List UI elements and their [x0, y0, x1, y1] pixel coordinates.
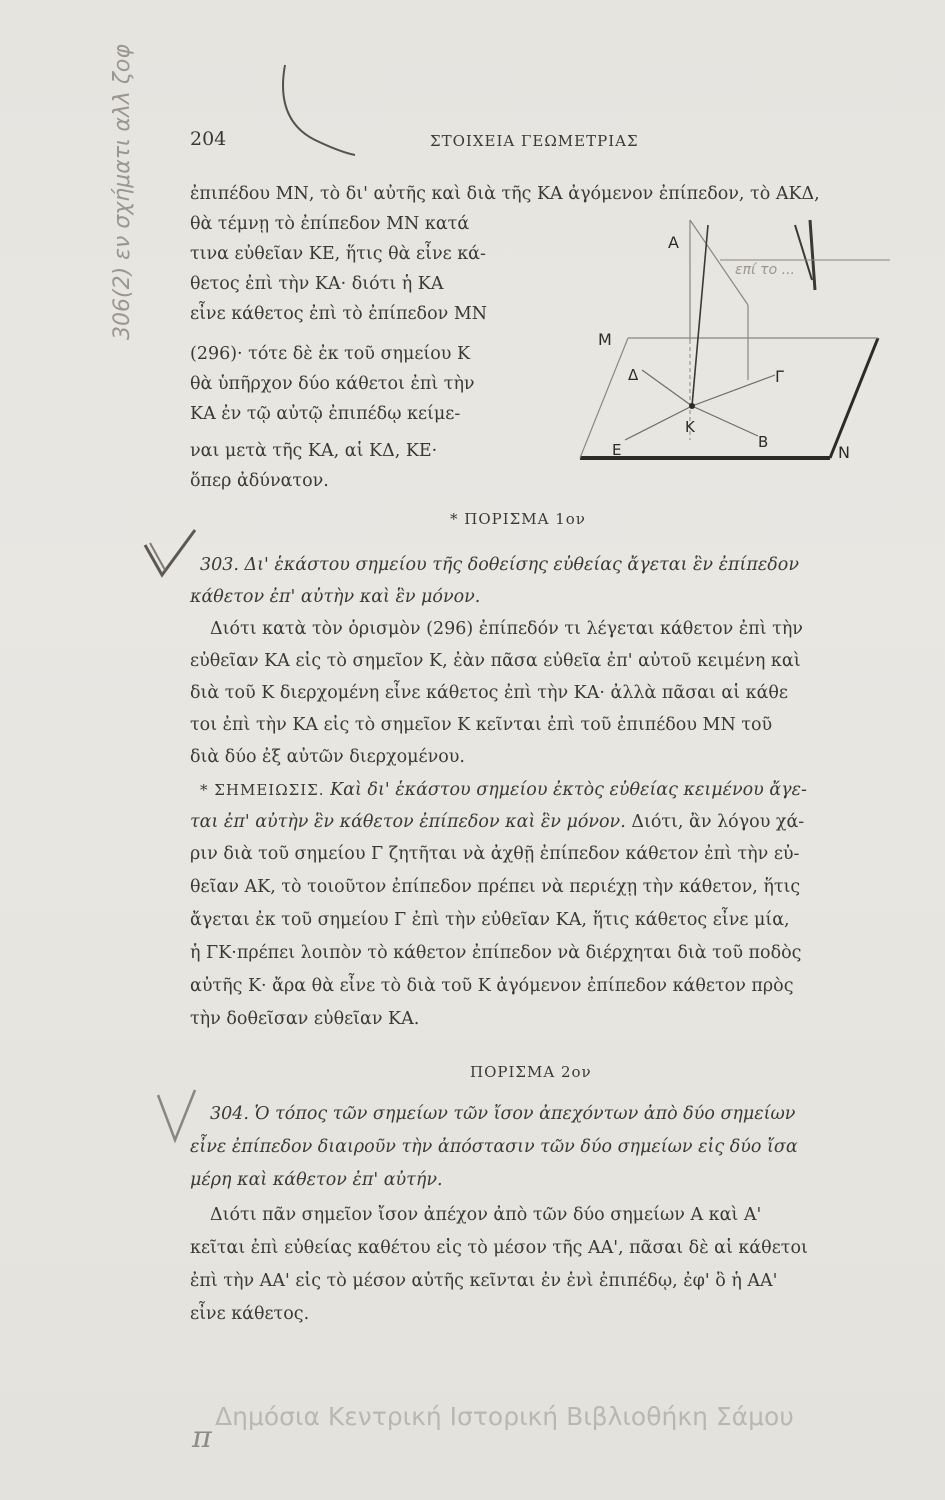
semeiosis-second-line	[190, 811, 804, 833]
text-line: θεῖαν ΑΚ, τὸ τοιοῦτον ἐπίπεδον πρέπει νὰ περιέχῃ τὴν κάθετον, ἥτις	[190, 877, 801, 897]
text-line: 304. Ὁ τόπος τῶν σημείων τῶν ἴσον ἀπεχόντων ἀπὸ δύο σημείων	[210, 1104, 796, 1124]
text-line: εἶνε κάθετος.	[190, 1304, 310, 1324]
segment-KD	[642, 370, 692, 406]
text-line: ἄγεται ἐκ τοῦ σημείου Γ ἐπὶ τὴν εὐθεῖαν ΚΑ, ἥτις κάθετος εἶνε μία,	[190, 910, 790, 930]
text-line: ΚΑ ἐν τῷ αὐτῷ ἐπιπέδῳ κείμε-	[190, 404, 461, 424]
label-D: Δ	[628, 366, 639, 384]
text-line: μέρη καὶ κάθετον ἐπ' αὐτήν.	[190, 1170, 443, 1190]
running-title: ΣΤΟΙΧΕΙΑ ΓΕΩΜΕΤΡΙΑΣ	[430, 132, 639, 150]
label-A: A	[668, 233, 679, 252]
label-K: K	[685, 418, 695, 436]
text-line: 303. Δι' ἑκάστου σημείου τῆς δοθείσης εὐθείας ἄγεται ἓν ἐπίπεδον	[200, 555, 799, 575]
semeiosis-proof-start: Διότι, ἂν λόγου χά-	[631, 812, 805, 832]
text-line: ριν διὰ τοῦ σημείου Γ ζητῆται νὰ ἀχθῇ ἐπίπεδον κάθετον ἐπὶ τὴν εὐ-	[190, 844, 800, 864]
segment-KG	[692, 375, 775, 406]
text-line: ὅπερ ἀδύνατον.	[190, 471, 329, 491]
label-N: N	[838, 443, 850, 462]
text-line: κεῖται ἐπὶ εὐθείας καθέτου εἰς τὸ μέσον τῆς ΑΑ', πᾶσαι δὲ αἱ κάθετοι	[190, 1238, 808, 1258]
text-line: τινα εὐθεῖαν ΚΕ, ἥτις θὰ εἶνε κά-	[190, 244, 486, 264]
segment-KB	[692, 406, 758, 436]
text-line: αὐτῆς Κ· ἄρα θὰ εἶνε τὸ διὰ τοῦ Κ ἀγόμενον ἐπίπεδον κάθετον πρὸς	[190, 976, 794, 996]
text-line: κάθετον ἐπ' αὐτὴν καὶ ἓν μόνον.	[190, 587, 481, 607]
page-number: 204	[190, 128, 227, 150]
page-mark: π	[192, 1420, 212, 1455]
text-line: τὴν δοθεῖσαν εὐθεῖαν ΚΑ.	[190, 1009, 420, 1029]
text-line: εὐθεῖαν ΚΑ εἰς τὸ σημεῖον Κ, ἐὰν πᾶσα εὐθεῖα ἐπ' αὐτοῦ κειμένη καὶ	[190, 651, 801, 671]
text-line: εἶνε ἐπίπεδον διαιροῦν τὴν ἀπόστασιν τῶν δύο σημείων εἰς δύο ἴσα	[190, 1137, 798, 1157]
text-line: ἐπιπέδου ΜΝ, τὸ δι' αὐτῆς καὶ διὰ τῆς ΚΑ ἀγόμενον ἐπίπεδον, τὸ ΑΚΔ,	[190, 184, 820, 204]
semeiosis-label: * ΣΗΜΕΙΩΣΙΣ.	[200, 781, 325, 799]
label-M: M	[598, 330, 612, 349]
plane-left-edge	[580, 338, 628, 458]
segment-KA	[692, 225, 708, 406]
margin-note-vertical: 306(2) εν σχήματι αλλ ζοφ	[110, 44, 135, 340]
margin-note-top-right: επί το ...	[735, 262, 795, 278]
semeiosis-statement: Καὶ δι' ἑκάστου σημείου ἐκτὸς εὐθείας κειμένου ἄγε-	[330, 780, 807, 800]
porisma-1-heading: * ΠΟΡΙΣΜΑ 1ον	[450, 510, 586, 528]
label-G: Γ	[775, 367, 784, 386]
semeiosis-statement-end: ται ἐπ' αὐτὴν ἓν κάθετον ἐπίπεδον καὶ ἓν μόνον.	[190, 812, 626, 832]
text-line: εἶνε κάθετος ἐπὶ τὸ ἐπίπεδον ΜΝ	[190, 304, 488, 324]
semeiosis-first-line	[200, 779, 807, 801]
pencil-stroke	[255, 60, 375, 160]
label-B: B	[758, 433, 769, 451]
text-line: διὰ τοῦ Κ διερχομένη εἶνε κάθετος ἐπὶ τὴν ΚΑ· ἀλλὰ πᾶσαι αἱ κάθε	[190, 683, 788, 703]
text-line: Διότι πᾶν σημεῖον ἴσον ἀπέχον ἀπὸ τῶν δύο σημείων Α καὶ Α'	[210, 1205, 762, 1225]
plane-right-edge	[830, 338, 878, 458]
text-line: Διότι κατὰ τὸν ὁρισμὸν (296) ἐπίπεδόν τι λέγεται κάθετον ἐπὶ τὴν	[210, 619, 803, 639]
text-line: ἡ ΓΚ·πρέπει λοιπὸν τὸ κάθετον ἐπίπεδον νὰ διέρχηται διὰ τοῦ ποδὸς	[190, 943, 802, 963]
geometry-figure	[570, 210, 915, 490]
library-watermark: Δημόσια Κεντρική Ιστορική Βιβλιοθήκη Σάμου	[215, 1402, 794, 1431]
text-line: διὰ δύο ἐξ αὐτῶν διερχομένου.	[190, 747, 465, 767]
text-line: θὰ τέμνῃ τὸ ἐπίπεδον ΜΝ κατά	[190, 214, 470, 234]
point-K	[689, 403, 695, 409]
label-E: E	[612, 441, 622, 459]
text-line: θὰ ὑπῆρχον δύο κάθετοι ἐπὶ τὴν	[190, 374, 475, 394]
text-line: (296)· τότε δὲ ἐκ τοῦ σημείου Κ	[190, 344, 471, 364]
check-mark	[140, 525, 200, 585]
text-line: θετος ἐπὶ τὴν ΚΑ· διότι ἡ ΚΑ	[190, 274, 444, 294]
text-line: ἐπὶ τὴν ΑΑ' εἰς τὸ μέσον αὐτῆς κεῖνται ἐν ἑνὶ ἐπιπέδῳ, ἐφ' ὃ ἡ ΑΑ'	[190, 1271, 778, 1291]
vplane-top-edge	[690, 220, 748, 305]
text-line: τοι ἐπὶ τὴν ΚΑ εἰς τὸ σημεῖον Κ κεῖνται ἐπὶ τοῦ ἐπιπέδου ΜΝ τοῦ	[190, 715, 773, 735]
text-line: ναι μετὰ τῆς ΚΑ, αἱ ΚΔ, ΚΕ·	[190, 441, 438, 461]
porisma-2-heading: ΠΟΡΙΣΜΑ 2ον	[470, 1063, 592, 1081]
segment-KE	[625, 406, 692, 440]
